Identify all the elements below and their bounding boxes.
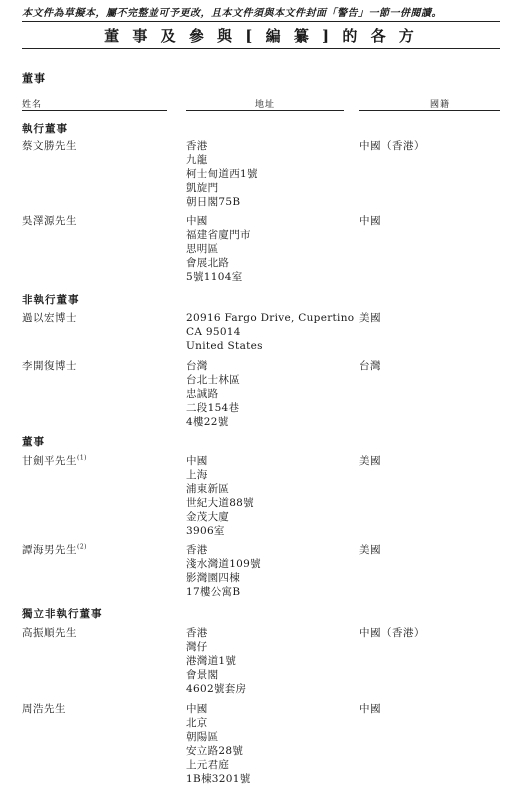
director-address: 台灣 台北士林區 忠誠路 二段154巷 4樓22號 (186, 360, 240, 428)
section-heading: 董事 (22, 72, 46, 85)
director-nationality: 中國 (359, 215, 381, 227)
director-nationality: 美國 (359, 312, 381, 324)
column-header-name: 姓名 (22, 100, 43, 110)
director-address: 香港 九龍 柯士甸道西1號 凱旋門 朝日閣75B (186, 140, 258, 208)
director-address: 中國 福建省廈門市 思明區 會展北路 5號1104室 (186, 215, 251, 283)
group-heading: 執行董事 (22, 123, 68, 135)
director-name: 甘劍平先生$^{(1)}$ (22, 454, 87, 467)
group-heading: 非執行董事 (22, 294, 80, 306)
director-nationality: 美國 (359, 455, 381, 467)
director-nationality: 中國（香港） (359, 140, 425, 152)
director-address: 中國 上海 浦東新區 世紀大道88號 金茂大廈 3906室 (186, 455, 254, 537)
column-header-nationality: 國籍 (430, 100, 451, 110)
page-title: 董 事 及 參 與 [ 編 纂 ] 的 各 方 (104, 26, 418, 45)
director-name: 高振順先生 (22, 627, 77, 639)
director-nationality: 中國 (359, 703, 381, 715)
director-name: 吳澤源先生 (22, 215, 77, 227)
group-heading: 獨立非執行董事 (22, 608, 103, 620)
draft-warning: 本文件為草擬本，屬不完整並可予更改，且本文件須與本文件封面「警告」一節一併閱讀。 (22, 8, 442, 19)
group-heading: 董事 (22, 436, 45, 448)
column-rule-address (186, 110, 344, 111)
column-rule-name (22, 110, 167, 111)
director-name: 蔡文勝先生 (22, 140, 77, 152)
column-header-address: 地址 (255, 100, 276, 110)
column-rule-nationality (359, 110, 500, 111)
director-name: 過以宏博士 (22, 312, 77, 324)
director-address: 香港 灣仔 港灣道1號 會景閣 4602號套房 (186, 627, 247, 695)
director-name: 李開復博士 (22, 360, 77, 372)
director-nationality: 中國（香港） (359, 627, 425, 639)
director-address: 20916 Fargo Drive, Cupertino CA 95014 United States (186, 312, 355, 352)
director-name: 譚海男先生$^{(2)}$ (22, 543, 87, 556)
director-address: 中國 北京 朝陽區 安立路28號 上元君庭 1B棟3201號 (186, 703, 251, 785)
director-nationality: 美國 (359, 544, 381, 556)
director-nationality: 台灣 (359, 360, 381, 372)
title-bar (22, 21, 500, 49)
director-address: 香港 淺水灣道109號 影灣園四棟 17樓公寓B (186, 544, 261, 598)
director-name: 周浩先生 (22, 703, 66, 715)
